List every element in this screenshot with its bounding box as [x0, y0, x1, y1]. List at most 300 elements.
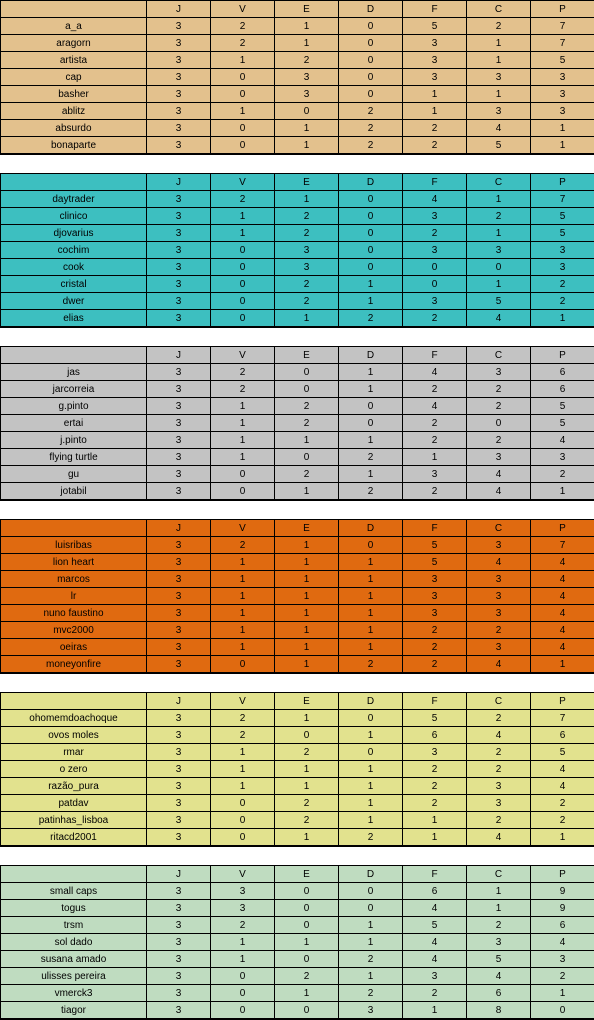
header-cell-j: J	[147, 866, 211, 883]
stat-cell: 3	[467, 103, 531, 120]
stat-cell: 1	[467, 52, 531, 69]
stat-cell: 5	[403, 554, 467, 571]
table-row	[1, 208, 594, 225]
table-row	[1, 605, 594, 622]
player-name: susana amado	[1, 951, 147, 968]
player-name: elias	[1, 310, 147, 328]
table-row	[1, 588, 594, 605]
stat-cell: 2	[339, 449, 403, 466]
stat-cell: 0	[211, 466, 275, 483]
stat-cell: 1	[211, 778, 275, 795]
stat-cell: 2	[339, 829, 403, 847]
stat-cell: 0	[275, 883, 339, 900]
stat-cell: 9	[531, 900, 594, 917]
header-cell-v: V	[211, 347, 275, 364]
stat-cell: 2	[275, 52, 339, 69]
stat-cell: 0	[339, 69, 403, 86]
stat-cell: 0	[275, 364, 339, 381]
table-row	[1, 103, 594, 120]
stat-cell: 4	[531, 622, 594, 639]
player-name: razão_pura	[1, 778, 147, 795]
stat-cell: 1	[211, 398, 275, 415]
table-row	[1, 137, 594, 155]
header-cell-d: D	[339, 693, 403, 710]
stat-cell: 3	[147, 242, 211, 259]
stat-cell: 3	[467, 639, 531, 656]
standings-table	[0, 173, 594, 328]
stat-cell: 0	[339, 52, 403, 69]
table-row	[1, 778, 594, 795]
player-name: tiagor	[1, 1002, 147, 1020]
stat-cell: 3	[147, 795, 211, 812]
stat-cell: 1	[403, 829, 467, 847]
stat-cell: 0	[275, 727, 339, 744]
stat-cell: 1	[467, 191, 531, 208]
table-row	[1, 69, 594, 86]
stat-cell: 3	[147, 710, 211, 727]
table-row	[1, 120, 594, 137]
stat-cell: 0	[339, 18, 403, 35]
stat-cell: 0	[211, 968, 275, 985]
stat-cell: 0	[339, 191, 403, 208]
stat-cell: 4	[467, 829, 531, 847]
stat-cell: 4	[403, 934, 467, 951]
stat-cell: 1	[275, 571, 339, 588]
header-cell-e: E	[275, 520, 339, 537]
stat-cell: 3	[403, 293, 467, 310]
stat-cell: 2	[467, 208, 531, 225]
stat-cell: 1	[275, 310, 339, 328]
header-cell-name	[1, 347, 147, 364]
player-name: oeiras	[1, 639, 147, 656]
stat-cell: 1	[275, 639, 339, 656]
table-row	[1, 727, 594, 744]
table-row	[1, 917, 594, 934]
stat-cell: 3	[147, 35, 211, 52]
table-row	[1, 293, 594, 310]
stat-cell: 1	[211, 225, 275, 242]
table-row	[1, 985, 594, 1002]
stat-cell: 1	[339, 381, 403, 398]
player-name: jarcorreia	[1, 381, 147, 398]
header-cell-v: V	[211, 174, 275, 191]
player-name: daytrader	[1, 191, 147, 208]
header-row	[1, 693, 594, 710]
stat-cell: 1	[339, 622, 403, 639]
header-cell-f: F	[403, 347, 467, 364]
stat-cell: 1	[275, 761, 339, 778]
player-name: togus	[1, 900, 147, 917]
stat-cell: 3	[531, 259, 594, 276]
standings-table	[0, 346, 594, 501]
stat-cell: 1	[403, 812, 467, 829]
stat-cell: 0	[211, 985, 275, 1002]
stat-cell: 4	[467, 656, 531, 674]
stat-cell: 5	[531, 52, 594, 69]
stat-cell: 2	[467, 812, 531, 829]
stat-cell: 0	[339, 710, 403, 727]
stat-cell: 3	[275, 69, 339, 86]
stat-cell: 4	[403, 364, 467, 381]
stat-cell: 1	[275, 778, 339, 795]
table-row	[1, 622, 594, 639]
stat-cell: 1	[467, 35, 531, 52]
player-name: marcos	[1, 571, 147, 588]
stat-cell: 3	[147, 364, 211, 381]
player-name: patinhas_lisboa	[1, 812, 147, 829]
header-cell-j: J	[147, 520, 211, 537]
stat-cell: 0	[339, 537, 403, 554]
stat-cell: 0	[211, 310, 275, 328]
stat-cell: 1	[339, 605, 403, 622]
header-row	[1, 1, 594, 18]
stat-cell: 3	[147, 656, 211, 674]
stat-cell: 3	[531, 69, 594, 86]
stat-cell: 3	[147, 829, 211, 847]
player-name: a_a	[1, 18, 147, 35]
player-name: cap	[1, 69, 147, 86]
stat-cell: 2	[403, 225, 467, 242]
stat-cell: 4	[403, 951, 467, 968]
stat-cell: 4	[531, 554, 594, 571]
player-name: dwer	[1, 293, 147, 310]
stat-cell: 2	[339, 656, 403, 674]
stat-cell: 1	[211, 415, 275, 432]
stat-cell: 2	[403, 985, 467, 1002]
stat-cell: 1	[275, 605, 339, 622]
stat-cell: 1	[211, 554, 275, 571]
stat-cell: 1	[403, 1002, 467, 1020]
stat-cell: 2	[275, 398, 339, 415]
stat-cell: 3	[147, 381, 211, 398]
stat-cell: 3	[147, 103, 211, 120]
stat-cell: 3	[147, 398, 211, 415]
player-name: ablitz	[1, 103, 147, 120]
stat-cell: 1	[275, 554, 339, 571]
stat-cell: 1	[467, 883, 531, 900]
stat-cell: 0	[211, 276, 275, 293]
header-cell-d: D	[339, 347, 403, 364]
stat-cell: 2	[275, 466, 339, 483]
table-row	[1, 951, 594, 968]
table-row	[1, 310, 594, 328]
table-row	[1, 968, 594, 985]
stat-cell: 3	[467, 571, 531, 588]
stat-cell: 1	[531, 120, 594, 137]
player-name: g.pinto	[1, 398, 147, 415]
stat-cell: 3	[147, 934, 211, 951]
stat-cell: 3	[147, 120, 211, 137]
player-name: jas	[1, 364, 147, 381]
header-cell-c: C	[467, 693, 531, 710]
stat-cell: 2	[467, 917, 531, 934]
stat-cell: 3	[403, 588, 467, 605]
stat-cell: 0	[211, 812, 275, 829]
stat-cell: 5	[531, 415, 594, 432]
stat-cell: 1	[531, 656, 594, 674]
stat-cell: 2	[339, 120, 403, 137]
stat-cell: 0	[339, 744, 403, 761]
header-cell-c: C	[467, 1, 531, 18]
stat-cell: 2	[275, 795, 339, 812]
stat-cell: 3	[147, 18, 211, 35]
stat-cell: 2	[211, 191, 275, 208]
stat-cell: 0	[339, 883, 403, 900]
header-cell-j: J	[147, 1, 211, 18]
player-name: patdav	[1, 795, 147, 812]
standings-table	[0, 865, 594, 1020]
stat-cell: 2	[211, 727, 275, 744]
stat-cell: 0	[211, 242, 275, 259]
stat-cell: 0	[211, 137, 275, 155]
stat-cell: 2	[467, 381, 531, 398]
stat-cell: 1	[211, 103, 275, 120]
header-cell-j: J	[147, 693, 211, 710]
player-name: vmerck3	[1, 985, 147, 1002]
stat-cell: 2	[211, 917, 275, 934]
stat-cell: 0	[467, 259, 531, 276]
stat-cell: 2	[403, 622, 467, 639]
stat-cell: 1	[531, 829, 594, 847]
stat-cell: 2	[467, 761, 531, 778]
table-row	[1, 812, 594, 829]
table-row	[1, 415, 594, 432]
table-row	[1, 571, 594, 588]
stat-cell: 3	[467, 778, 531, 795]
stat-cell: 1	[339, 276, 403, 293]
stat-cell: 1	[275, 710, 339, 727]
stat-cell: 1	[211, 639, 275, 656]
stat-cell: 1	[467, 86, 531, 103]
header-cell-p: P	[531, 174, 594, 191]
stat-cell: 3	[147, 483, 211, 501]
stat-cell: 1	[275, 191, 339, 208]
stat-cell: 0	[275, 1002, 339, 1020]
table-row	[1, 639, 594, 656]
group-table	[0, 519, 594, 674]
stat-cell: 3	[147, 761, 211, 778]
stat-cell: 1	[211, 744, 275, 761]
stat-cell: 1	[339, 466, 403, 483]
stat-cell: 0	[339, 259, 403, 276]
table-row	[1, 18, 594, 35]
stat-cell: 4	[531, 588, 594, 605]
stat-cell: 1	[339, 795, 403, 812]
stat-cell: 1	[403, 449, 467, 466]
stat-cell: 0	[339, 225, 403, 242]
stat-cell: 4	[467, 727, 531, 744]
stat-cell: 4	[531, 778, 594, 795]
header-cell-c: C	[467, 347, 531, 364]
stat-cell: 3	[403, 744, 467, 761]
stat-cell: 2	[467, 432, 531, 449]
stat-cell: 5	[467, 293, 531, 310]
stat-cell: 2	[531, 812, 594, 829]
stat-cell: 2	[403, 120, 467, 137]
stat-cell: 0	[339, 398, 403, 415]
stat-cell: 6	[403, 727, 467, 744]
player-name: flying turtle	[1, 449, 147, 466]
stat-cell: 0	[467, 415, 531, 432]
table-row	[1, 364, 594, 381]
header-cell-v: V	[211, 520, 275, 537]
stat-cell: 4	[403, 900, 467, 917]
stat-cell: 3	[147, 86, 211, 103]
header-cell-d: D	[339, 174, 403, 191]
header-cell-d: D	[339, 866, 403, 883]
table-row	[1, 795, 594, 812]
stat-cell: 0	[211, 293, 275, 310]
player-name: lion heart	[1, 554, 147, 571]
stat-cell: 2	[275, 744, 339, 761]
player-name: clinico	[1, 208, 147, 225]
stat-cell: 5	[403, 710, 467, 727]
stat-cell: 1	[211, 588, 275, 605]
header-cell-p: P	[531, 866, 594, 883]
stat-cell: 3	[147, 276, 211, 293]
player-name: j.pinto	[1, 432, 147, 449]
stat-cell: 1	[339, 571, 403, 588]
table-row	[1, 432, 594, 449]
stat-cell: 1	[339, 639, 403, 656]
table-row	[1, 1002, 594, 1020]
stat-cell: 1	[467, 900, 531, 917]
group-table	[0, 346, 594, 501]
stat-cell: 1	[211, 571, 275, 588]
stat-cell: 2	[275, 225, 339, 242]
table-row	[1, 35, 594, 52]
stat-cell: 0	[211, 656, 275, 674]
stat-cell: 2	[211, 710, 275, 727]
stat-cell: 7	[531, 537, 594, 554]
stat-cell: 2	[403, 137, 467, 155]
stat-cell: 4	[467, 120, 531, 137]
stat-cell: 5	[467, 951, 531, 968]
stat-cell: 1	[275, 829, 339, 847]
stat-cell: 0	[211, 829, 275, 847]
stat-cell: 5	[531, 744, 594, 761]
header-cell-v: V	[211, 866, 275, 883]
stat-cell: 5	[531, 208, 594, 225]
player-name: moneyonfire	[1, 656, 147, 674]
stat-cell: 7	[531, 35, 594, 52]
player-name: small caps	[1, 883, 147, 900]
stat-cell: 2	[531, 795, 594, 812]
player-name: cook	[1, 259, 147, 276]
stat-cell: 3	[147, 52, 211, 69]
player-name: o zero	[1, 761, 147, 778]
stat-cell: 0	[403, 276, 467, 293]
player-name: mvc2000	[1, 622, 147, 639]
header-cell-name	[1, 1, 147, 18]
stat-cell: 2	[403, 415, 467, 432]
stat-cell: 1	[275, 35, 339, 52]
stat-cell: 2	[211, 381, 275, 398]
stat-cell: 3	[211, 883, 275, 900]
stat-cell: 1	[211, 208, 275, 225]
player-name: gu	[1, 466, 147, 483]
table-row	[1, 242, 594, 259]
header-cell-f: F	[403, 1, 467, 18]
stat-cell: 4	[531, 432, 594, 449]
header-cell-e: E	[275, 347, 339, 364]
stat-cell: 3	[147, 968, 211, 985]
stat-cell: 3	[275, 86, 339, 103]
stat-cell: 2	[339, 985, 403, 1002]
stat-cell: 1	[275, 537, 339, 554]
stat-cell: 3	[147, 985, 211, 1002]
stat-cell: 7	[531, 191, 594, 208]
stat-cell: 1	[339, 432, 403, 449]
stat-cell: 2	[531, 293, 594, 310]
header-cell-d: D	[339, 1, 403, 18]
stat-cell: 5	[403, 537, 467, 554]
stat-cell: 1	[339, 968, 403, 985]
stat-cell: 3	[403, 69, 467, 86]
stat-cell: 3	[467, 795, 531, 812]
stat-cell: 3	[147, 812, 211, 829]
stat-cell: 3	[403, 208, 467, 225]
stat-cell: 1	[211, 605, 275, 622]
stat-cell: 1	[531, 310, 594, 328]
stat-cell: 3	[147, 778, 211, 795]
player-name: cochim	[1, 242, 147, 259]
stat-cell: 2	[403, 381, 467, 398]
stat-cell: 1	[339, 761, 403, 778]
table-row	[1, 225, 594, 242]
table-row	[1, 883, 594, 900]
stat-cell: 0	[339, 900, 403, 917]
stat-cell: 3	[403, 968, 467, 985]
stat-cell: 2	[339, 483, 403, 501]
stat-cell: 1	[339, 364, 403, 381]
stat-cell: 2	[275, 293, 339, 310]
stat-cell: 2	[467, 398, 531, 415]
stat-cell: 1	[211, 951, 275, 968]
stat-cell: 1	[339, 727, 403, 744]
header-cell-j: J	[147, 347, 211, 364]
stat-cell: 3	[339, 1002, 403, 1020]
stat-cell: 3	[147, 951, 211, 968]
stat-cell: 5	[531, 398, 594, 415]
header-cell-p: P	[531, 520, 594, 537]
stat-cell: 2	[339, 310, 403, 328]
stat-cell: 3	[467, 242, 531, 259]
header-cell-f: F	[403, 520, 467, 537]
stat-cell: 7	[531, 18, 594, 35]
stat-cell: 1	[275, 588, 339, 605]
stat-cell: 1	[211, 622, 275, 639]
stat-cell: 3	[147, 137, 211, 155]
stat-cell: 5	[403, 18, 467, 35]
player-name: ovos moles	[1, 727, 147, 744]
stat-cell: 3	[147, 415, 211, 432]
stat-cell: 0	[403, 259, 467, 276]
stat-cell: 2	[211, 18, 275, 35]
stat-cell: 4	[467, 466, 531, 483]
stat-cell: 0	[339, 86, 403, 103]
stat-cell: 5	[531, 225, 594, 242]
stat-cell: 2	[403, 310, 467, 328]
header-cell-f: F	[403, 693, 467, 710]
header-cell-e: E	[275, 1, 339, 18]
stat-cell: 3	[403, 571, 467, 588]
stat-cell: 2	[211, 364, 275, 381]
player-name: sol dado	[1, 934, 147, 951]
stat-cell: 8	[467, 1002, 531, 1020]
stat-cell: 2	[275, 415, 339, 432]
stat-cell: 3	[403, 242, 467, 259]
